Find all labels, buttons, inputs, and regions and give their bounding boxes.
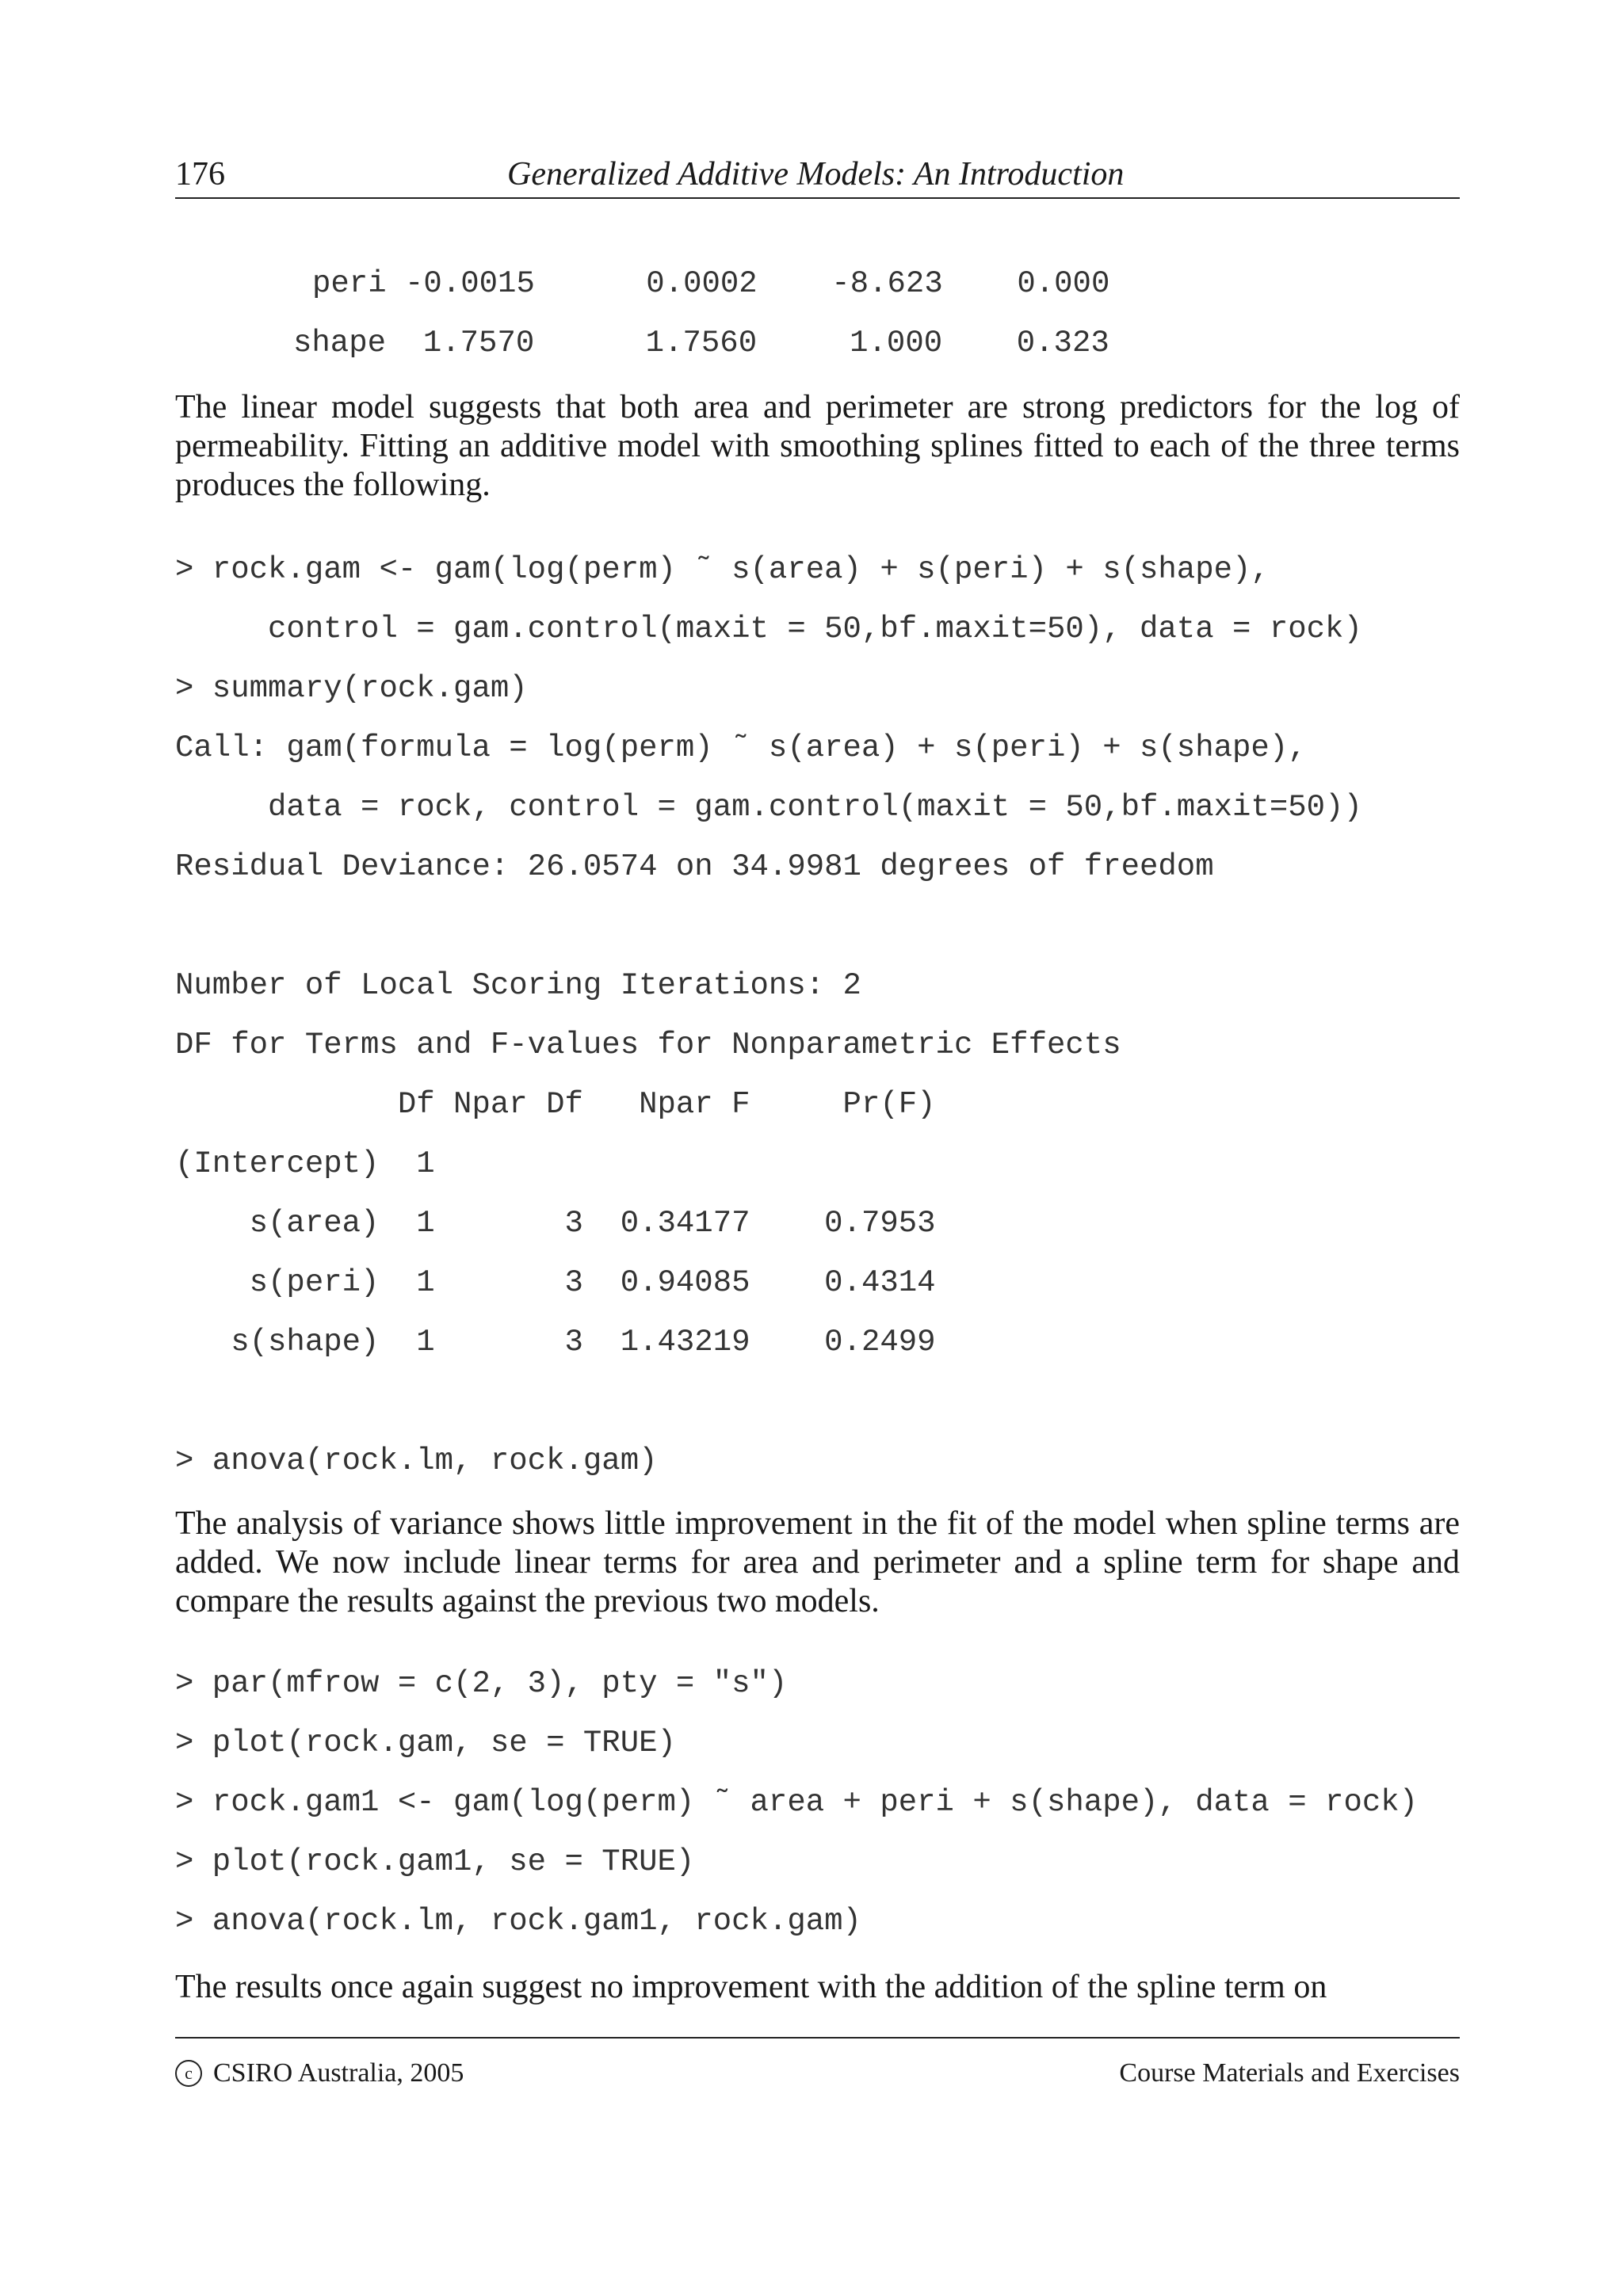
footer-rule — [175, 2037, 1460, 2039]
code-line: > rock.gam <- gam(log(perm) ˜ s(area) + s(peri) + s(shape), — [175, 552, 1270, 587]
code-line: > anova(rock.lm, rock.gam1, rock.gam) — [175, 1904, 861, 1939]
code-line: > plot(rock.gam1, se = TRUE) — [175, 1844, 695, 1879]
code-line: Residual Deviance: 26.0574 on 34.9981 degrees of freedom — [175, 849, 1214, 884]
code-line-anova: > anova(rock.lm, rock.gam) — [175, 1444, 658, 1478]
code-line-shape: shape 1.7570 1.7560 1.000 0.323 — [293, 326, 1109, 360]
paragraph-linear-model: The linear model suggests that both area and perimeter are strong predictors for the log of permeability. Fitting an additive model with smoothing splines fitted to each of the three terms produces the following. — [175, 389, 1460, 503]
paragraph-results: The results once again suggest no improvement with the addition of the spline term on — [175, 1969, 1327, 2005]
code-line: > summary(rock.gam) — [175, 671, 528, 706]
running-title: Generalized Additive Models: An Introduction — [507, 156, 1125, 193]
code-line-peri: peri -0.0015 0.0002 -8.623 0.000 — [312, 266, 1110, 301]
code-line: data = rock, control = gam.control(maxit = 50,bf.maxit=50)) — [175, 790, 1362, 825]
code-table-row: s(area) 1 3 0.34177 0.7953 — [175, 1206, 936, 1241]
code-line: Number of Local Scoring Iterations: 2 — [175, 968, 861, 1003]
footer-left-text: CSIRO Australia, 2005 — [213, 2058, 464, 2088]
code-line: > par(mfrow = c(2, 3), pty = "s") — [175, 1666, 788, 1701]
code-table-row: (Intercept) 1 — [175, 1146, 435, 1181]
code-line: Call: gam(formula = log(perm) ˜ s(area) + s(peri) + s(shape), — [175, 730, 1307, 765]
code-line: > plot(rock.gam, se = TRUE) — [175, 1726, 676, 1760]
code-table-row: s(shape) 1 3 1.43219 0.2499 — [175, 1325, 936, 1360]
copyright-icon: c — [175, 2060, 202, 2087]
footer-copyright — [175, 2058, 464, 2088]
paragraph-anova: The analysis of variance shows little improvement in the fit of the model when spline terms are added. We now include linear terms for area and perimeter and a spline term for shape and compare the results against the previous two models. — [175, 1505, 1460, 1619]
header-rule — [175, 197, 1460, 199]
code-table-row: s(peri) 1 3 0.94085 0.4314 — [175, 1265, 936, 1300]
code-line: control = gam.control(maxit = 50,bf.maxit=50), data = rock) — [175, 612, 1362, 646]
page-number: 176 — [175, 156, 225, 193]
footer-right-text: Course Materials and Exercises — [1119, 2058, 1460, 2088]
code-line: DF for Terms and F-values for Nonparametric Effects — [175, 1028, 1121, 1062]
code-line: > rock.gam1 <- gam(log(perm) ˜ area + peri + s(shape), data = rock) — [175, 1785, 1419, 1820]
code-table-header: Df Npar Df Npar F Pr(F) — [175, 1087, 936, 1122]
